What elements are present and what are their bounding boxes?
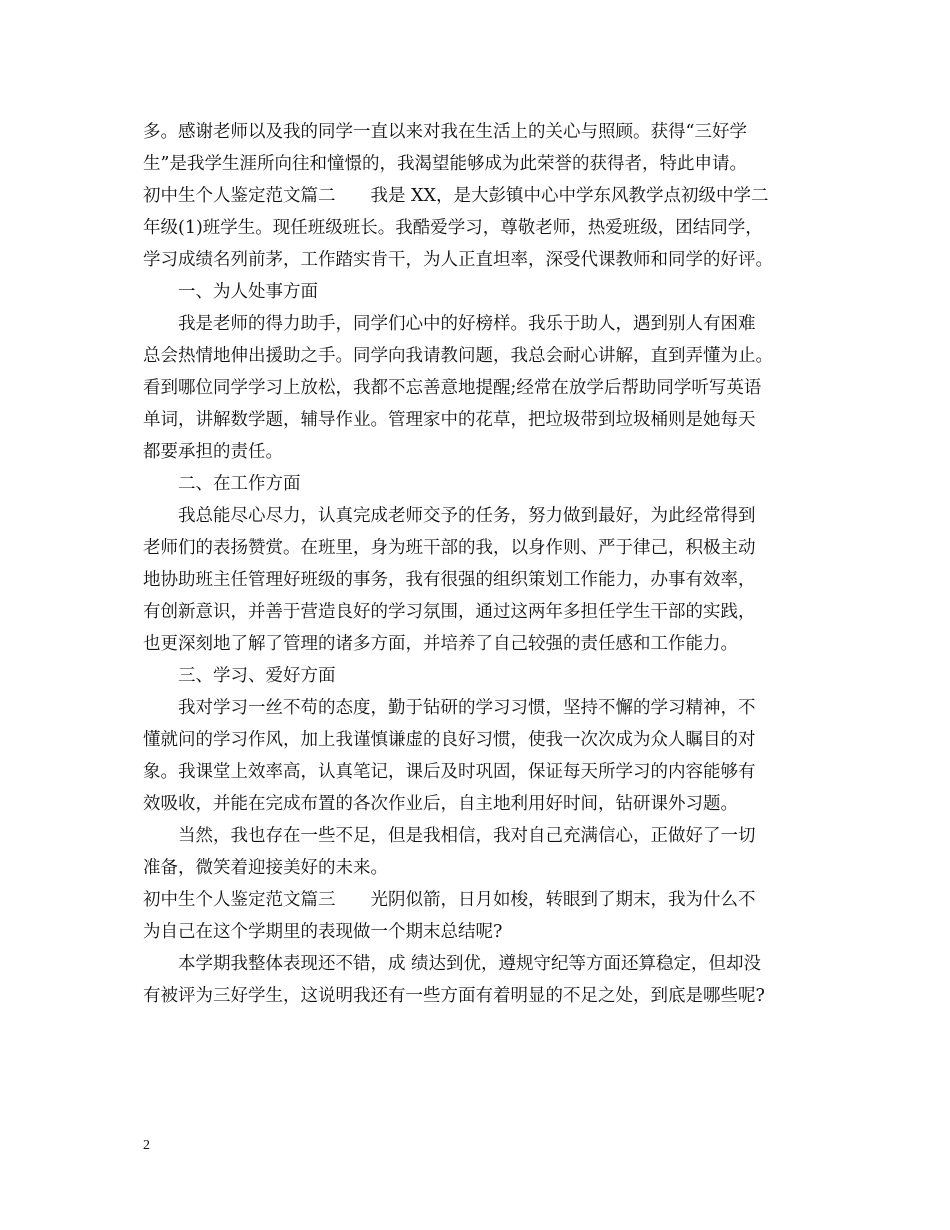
text-line: 象。我课堂上效率高，认真笔记，课后及时巩固，保证每天所学习的内容能够有: [143, 762, 756, 782]
document-body: [143, 116, 815, 1012]
text-line: 懂就问的学习作风，加上我谨慎谦虚的良好习惯，使我一次次成为众人瞩目的对: [143, 730, 756, 750]
text-line: 地协助班主任管理好班级的事务，我有很强的组织策划工作能力，办事有效率，: [143, 570, 756, 590]
text-line: 有被评为三好学生，这说明我还有一些方面有着明显的不足之处，到底是哪些呢?: [143, 986, 765, 1006]
text-line: 多。感谢老师以及我的同学一直以来对我在生活上的关心与照顾。获得“三好学: [143, 122, 747, 142]
text-line: 总会热情地伸出援助之手。同学向我请教问题，我总会耐心讲解，直到弄懂为止。: [143, 346, 773, 366]
text-line: 准备，微笑着迎接美好的未来。: [143, 858, 388, 878]
text-line: 初中生个人鉴定范文篇三 光阴似箭，日月如梭，转眼到了期末，我为什么不: [143, 890, 756, 910]
text-line: 年级(1)班学生。现任班级班长。我酷爱学习，尊敬老师，热爱班级，团结同学，: [143, 218, 763, 238]
text-line: 为自己在这个学期里的表现做一个期末总结呢?: [143, 922, 503, 942]
text-line: 我是老师的得力助手，同学们心中的好榜样。我乐于助人，遇到别人有困难: [178, 314, 756, 334]
text-line: 一、为人处事方面: [178, 282, 318, 302]
text-line: 学习成绩名列前茅，工作踏实肯干，为人正直坦率，深受代课教师和同学的好评。: [143, 250, 773, 270]
text-line: 效吸收，并能在完成布置的各次作业后，自主地利用好时间，钻研课外习题。: [143, 794, 738, 814]
text-line: 当然，我也存在一些不足，但是我相信，我对自己充满信心，正做好了一切: [178, 826, 756, 846]
text-line: 我对学习一丝不苟的态度，勤于钻研的学习习惯，坚持不懈的学习精神，不: [178, 698, 756, 718]
text-line: 老师们的表扬赞赏。在班里，身为班干部的我，以身作则、严于律己，积极主动: [143, 538, 756, 558]
text-line: 也更深刻地了解了管理的诸多方面，并培养了自己较强的责任感和工作能力。: [143, 634, 738, 654]
text-line: 生”是我学生涯所向往和憧憬的，我渴望能够成为此荣誉的获得者，特此申请。: [143, 154, 747, 174]
text-line: 我总能尽心尽力，认真完成老师交予的任务，努力做到最好，为此经常得到: [178, 506, 756, 526]
text-line: 三、学习、爱好方面: [178, 666, 336, 686]
page-number: 2: [143, 1138, 150, 1153]
text-line: 本学期我整体表现还不错，成 绩达到优，遵规守纪等方面还算稳定，但却没: [178, 954, 762, 974]
text-line: 单词，讲解数学题，辅导作业。管理家中的花草，把垃圾带到垃圾桶则是她每天: [143, 410, 756, 430]
text-line: 都要承担的责任。: [143, 442, 283, 462]
text-line: 二、在工作方面: [178, 474, 301, 494]
text-line: 初中生个人鉴定范文篇二 我是 XX，是大彭镇中心中学东风教学点初级中学二: [143, 186, 769, 206]
text-line: 看到哪位同学学习上放松，我都不忘善意地提醒;经常在放学后帮助同学听写英语: [143, 378, 762, 398]
text-line: 有创新意识，并善于营造良好的学习氛围，通过这两年多担任学生干部的实践，: [143, 602, 756, 622]
